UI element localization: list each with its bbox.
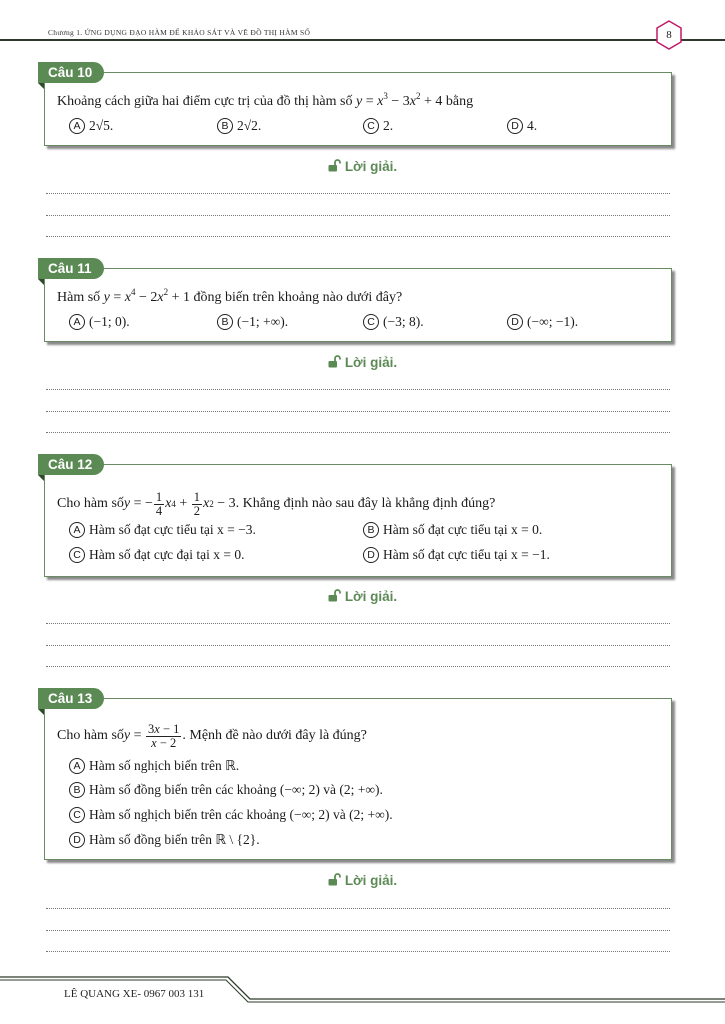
solution-heading	[0, 159, 725, 174]
question-prompt: Hàm số $y = x^4 - 2x^2 + 1$ đồng biến trên khoảng nào dưới đây?	[57, 287, 403, 305]
prompt-lead: Hàm số	[57, 290, 104, 305]
answer-line[interactable]	[46, 389, 670, 390]
formula: y	[355, 94, 363, 109]
option-b[interactable]	[363, 521, 542, 539]
option-text: (−∞; −1).	[527, 314, 579, 329]
option-letter-a: A	[69, 118, 85, 134]
option-text: Hàm số đạt cực tiểu tại x = −3.	[89, 522, 256, 537]
tag-fold	[38, 83, 44, 89]
prompt-tail: . Mệnh đề nào dưới đây là đúng?	[182, 728, 367, 743]
option-text: Hàm số đạt cực tiểu tại x = −1.	[383, 547, 550, 562]
option-letter-d: D	[363, 547, 379, 563]
answer-line[interactable]	[46, 432, 670, 433]
page-number: 8	[666, 29, 672, 41]
tag-fold	[38, 709, 44, 715]
answer-line[interactable]	[46, 645, 670, 646]
answer-line[interactable]	[46, 930, 670, 931]
option-letter-a: A	[69, 314, 85, 330]
option-letter-a: A	[69, 758, 85, 774]
answer-line[interactable]	[46, 908, 670, 909]
prompt-tail: đồng biến trên khoảng nào dưới đây?	[190, 290, 403, 305]
solution-label: Lời giải.	[344, 355, 398, 370]
option-text: Hàm số đồng biến trên ℝ \ {2}.	[89, 832, 260, 847]
option-letter-b: B	[69, 782, 85, 798]
option-letter-b: B	[217, 118, 233, 134]
question-tag-13: Câu 13	[38, 688, 104, 709]
option-d[interactable]	[507, 117, 537, 135]
prompt-lead: Cho hàm số	[57, 728, 124, 743]
option-b[interactable]	[217, 313, 288, 331]
formula: y	[123, 496, 131, 511]
question-tag-12: Câu 12	[38, 454, 104, 475]
option-letter-c: C	[69, 547, 85, 563]
option-text: Hàm số đồng biến trên các khoảng (−∞; 2) và (2; +∞).	[89, 782, 383, 797]
option-text: (−3; 8).	[383, 314, 424, 329]
question-box-11	[44, 268, 672, 342]
option-text: 2.	[383, 118, 394, 133]
option-c[interactable]	[363, 117, 393, 135]
answer-line[interactable]	[46, 666, 670, 667]
option-letter-a: A	[69, 522, 85, 538]
option-c[interactable]	[69, 546, 245, 564]
option-letter-b: B	[363, 522, 379, 538]
solution-heading	[0, 873, 725, 888]
option-text: Hàm số đạt cực đại tại x = 0.	[89, 547, 245, 562]
option-letter-c: C	[69, 807, 85, 823]
option-text: Hàm số nghịch biến trên ℝ.	[89, 758, 240, 773]
answer-line[interactable]	[46, 623, 670, 624]
option-d[interactable]	[69, 831, 260, 849]
option-text: Hàm số nghịch biến trên các khoảng (−∞; 2) và (2; +∞).	[89, 807, 393, 822]
option-a[interactable]	[69, 521, 256, 539]
option-letter-d: D	[507, 118, 523, 134]
option-letter-c: C	[363, 314, 379, 330]
fraction: $\frac{1}{4}$	[155, 489, 163, 518]
page-header	[0, 0, 725, 52]
option-d[interactable]	[507, 313, 578, 331]
question-prompt: Cho hàm số y = − $\frac{1}{4}$ x 4 + $\frac{1}{2}$ x 2 − 3 . Khẳng định nào sau đây là khẳng định đúng?	[57, 489, 496, 518]
chapter-title: Chương 1. ỨNG DỤNG ĐẠO HÀM ĐỂ KHẢO SÁT VÀ VẼ ĐỒ THỊ HÀM SỐ	[48, 28, 311, 37]
option-b[interactable]	[69, 781, 383, 799]
answer-line[interactable]	[46, 951, 670, 952]
prompt-lead: Cho hàm số	[57, 496, 124, 511]
option-a[interactable]	[69, 757, 239, 775]
answer-line[interactable]	[46, 215, 670, 216]
option-text: 4.	[527, 118, 538, 133]
author-credit: LÊ QUANG XE- 0967 003 131	[64, 988, 205, 1000]
page-number-badge	[654, 20, 684, 50]
option-a[interactable]	[69, 313, 130, 331]
prompt-tail: . Khẳng định nào sau đây là khẳng định đúng?	[235, 496, 496, 511]
answer-line[interactable]	[46, 193, 670, 194]
question-box-12	[44, 464, 672, 577]
solution-label: Lời giải.	[344, 589, 398, 604]
option-text: Hàm số đạt cực tiểu tại x = 0.	[383, 522, 543, 537]
question-prompt: Khoảng cách giữa hai điểm cực trị của đồ thị hàm số $y = x^3 - 3x^2 + 4$ bằng	[57, 91, 474, 109]
solution-heading	[0, 355, 725, 370]
question-box-10	[44, 72, 672, 146]
fraction: $\frac{1}{2}$	[193, 489, 201, 518]
option-c[interactable]	[69, 806, 393, 824]
unlock-icon	[328, 589, 342, 602]
prompt-tail: bằng	[442, 94, 474, 109]
unlock-icon	[328, 873, 342, 886]
header-rule	[0, 39, 725, 41]
option-letter-c: C	[363, 118, 379, 134]
option-letter-d: D	[507, 314, 523, 330]
unlock-icon	[328, 355, 342, 368]
answer-line[interactable]	[46, 411, 670, 412]
option-c[interactable]	[363, 313, 424, 331]
formula: y	[123, 728, 131, 743]
unlock-icon	[328, 159, 342, 172]
prompt-lead: Khoảng cách giữa hai điểm cực trị của đồ thị hàm số	[57, 94, 356, 109]
option-text: 2√5.	[89, 118, 114, 133]
question-tag-11: Câu 11	[38, 258, 104, 279]
tag-fold	[38, 475, 44, 481]
option-text: 2√2.	[237, 118, 262, 133]
page-footer	[0, 968, 725, 1024]
option-text: (−1; +∞).	[237, 314, 289, 329]
formula: y	[103, 290, 110, 305]
option-text: (−1; 0).	[89, 314, 130, 329]
option-b[interactable]	[217, 117, 261, 135]
answer-line[interactable]	[46, 236, 670, 237]
question-tag-10: Câu 10	[38, 62, 104, 83]
option-letter-b: B	[217, 314, 233, 330]
question-box-13	[44, 698, 672, 860]
question-prompt: Cho hàm số y = $\frac{3x - 1}{x - 2}$ . Mệnh đề nào dưới đây là đúng?	[57, 721, 367, 750]
option-d[interactable]	[363, 546, 550, 564]
solution-heading	[0, 589, 725, 604]
option-a[interactable]	[69, 117, 113, 135]
tag-fold	[38, 279, 44, 285]
fraction: $\frac{3x - 1}{x - 2}$	[148, 721, 180, 750]
option-letter-d: D	[69, 832, 85, 848]
solution-label: Lời giải.	[344, 873, 398, 888]
solution-label: Lời giải.	[344, 159, 398, 174]
